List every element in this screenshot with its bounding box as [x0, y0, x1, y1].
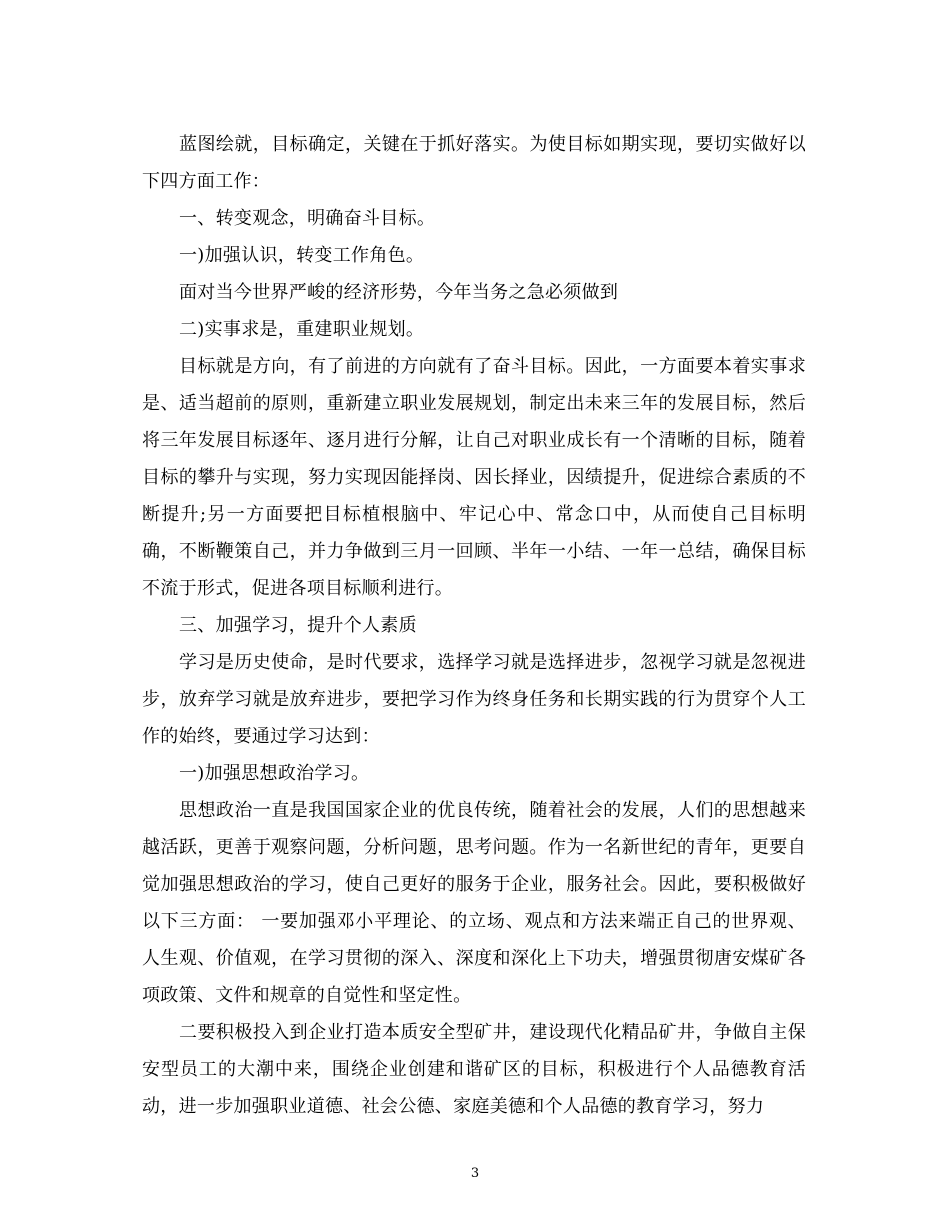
- paragraph-intro: 蓝图绘就，目标确定，关键在于抓好落实。为使目标如期实现，要切实做好以下四方面工作：: [142, 134, 806, 192]
- subheading-political-study: 一)加强思想政治学习。: [179, 763, 370, 784]
- document-body: [142, 126, 806, 1125]
- paragraph-goals: 目标就是方向，有了前进的方向就有了奋斗目标。因此，一方面要本着实事求是、适当超前的原则，重新建立职业发展规划，制定出未来三年的发展目标，然后将三年发展目标逐年、逐月进行分解，让自己对职业成长有一个清晰的目标，随着目标的攀升与实现，努力实现因能择岗、因长择业，因绩提升，促进综合素质的不断提升;另一方面要把目标植根脑中、牢记心中、常念口中，从而使自己目标明确，不断鞭策自己，并力争做到三月一回顾、半年一小结、一年一总结，确保目标不流于形式，促进各项目标顺利进行。: [142, 356, 806, 599]
- subheading-career-planning: 二)实事求是，重建职业规划。: [179, 319, 425, 340]
- paragraph-safety-mine: 二要积极投入到企业打造本质安全型矿井，建设现代化精品矿井，争做自主保安型员工的大潮中来，围绕企业创建和谐矿区的目标，积极进行个人品德教育活动，进一步加强职业道德、社会公德、家庭美德和个人品德的教育学习，努力: [142, 1022, 806, 1117]
- paragraph-learning: 学习是历史使命，是时代要求，选择学习就是选择进步，忽视学习就是忽视进步，放弃学习就是放弃进步，要把学习作为终身任务和长期实践的行为贯穿个人工作的始终，要通过学习达到：: [142, 652, 806, 747]
- subheading-strengthen-awareness: 一)加强认识，转变工作角色。: [179, 245, 425, 266]
- paragraph-economic-situation: 面对当今世界严峻的经济形势，今年当务之急必须做到: [179, 282, 619, 303]
- heading-section-one: 一、转变观念，明确奋斗目标。: [179, 208, 436, 229]
- heading-section-three: 三、加强学习，提升个人素质: [179, 615, 417, 636]
- paragraph-political-study: 思想政治一直是我国国家企业的优良传统，随着社会的发展，人们的思想越来越活跃，更善于观察问题，分析问题，思考问题。作为一名新世纪的青年，更要自觉加强思想政治的学习，使自己更好的服务于企业，服务社会。因此，要积极做好以下三方面： 一要加强邓小平理论、的立场、观点和方法来端正自己的世界观、人生观、价值观，在学习贯彻的深入、深度和深化上下功夫，增强贯彻唐安煤矿各项政策、文件和规章的自觉性和坚定性。: [142, 800, 806, 1006]
- page-number: 3: [470, 1166, 480, 1181]
